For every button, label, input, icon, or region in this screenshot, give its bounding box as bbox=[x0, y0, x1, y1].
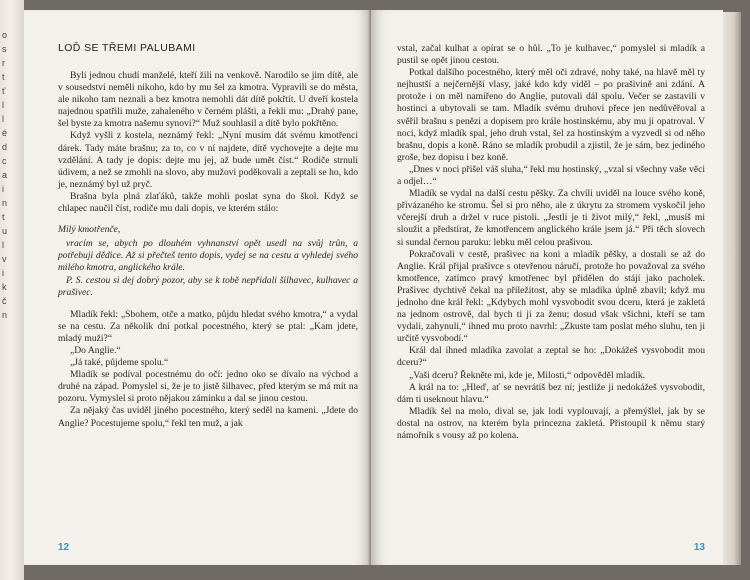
paragraph: Mladík se podíval pocestnému do očí: jedno oko se dívalo na východ a druhé na západ. Pomyslel si, že je to jistě šilhavec, před kterým se má mít na pozoru. Vymyslel si proto nějakou záminku a dal se jinou cestou. bbox=[58, 369, 358, 405]
edge-letter: t bbox=[2, 212, 5, 222]
edge-letter: l bbox=[2, 240, 4, 250]
edge-letter: č bbox=[2, 296, 7, 306]
edge-letter: ť bbox=[2, 86, 6, 96]
paragraph: Když vyšli z kostela, neznámý řekl: „Nyní musím dát svému kmotřenci dárek. Tady máte brašnu; za to, co v ní najdete, dítě vychovejte a dejte mu vzdělání. A tady je dopis: dejte mu jej, až bude umět číst.“ Rodiče strnuli údivem, a než se zmohli na slovo, aby mužovi poděkovali a zeptali se ho, kdo je, neznámý byl už pryč. bbox=[58, 130, 358, 190]
edge-letter: r bbox=[2, 58, 5, 68]
edge-letter: n bbox=[2, 198, 8, 208]
edge-letter: l bbox=[2, 100, 4, 110]
right-page-text bbox=[397, 43, 705, 442]
edge-letter: t bbox=[2, 72, 5, 82]
dialogue-line: „Do Anglie.“ bbox=[70, 344, 121, 356]
right-page-edge bbox=[723, 12, 741, 565]
letter-salutation: Milý kmotřenče, bbox=[58, 224, 121, 236]
paragraph: Za nějaký čas uviděl jiného pocestného, který seděl na kameni. „Jdete do Anglie? Pocestujeme spolu,“ řekl ten muž, a jak bbox=[58, 405, 358, 429]
edge-letter: i bbox=[2, 268, 4, 278]
paragraph: Potkal dalšího pocestného, který měl oči zdravé, nohy také, na hlavě měl ty nejhustší a nejčernější vlasy, jaké kdo kdy viděl – po prašivině ani zdání. A protože i on měl namířeno do Anglie, putovali dál spolu. Večer se zastavili v hostinci a ubytovali se tam. Mladík svému druhovi přece jen nedůvěřoval a svěřil brašnu s penězi a dopisem pro krále hostinskému, aby mu ji opatroval. V noci, když mladík spal, jeho druh vstal, šel za hostinským a vyzvedl si od něho brašnu, dopis a koně. Ráno se mladík probudil a zjistil, že je sám, bez jediného groše, bez dopisu i bez koně. bbox=[397, 67, 705, 163]
letter-postscript: P. S. cestou si dej dobrý pozor, aby se k tobě nepřidali šilhavec, kulhavec a prašivec. bbox=[58, 274, 358, 298]
edge-letter: o bbox=[2, 30, 8, 40]
edge-letter: u bbox=[2, 226, 8, 236]
left-page-edge bbox=[0, 0, 24, 580]
paragraph: Král dal ihned mladíka zavolat a zeptal se ho: „Dokážeš vysvobodit mou dceru?“ bbox=[397, 345, 705, 369]
edge-letter: s bbox=[2, 44, 7, 54]
edge-letter: k bbox=[2, 282, 7, 292]
dialogue-line: „Já také, půjdeme spolu.“ bbox=[70, 357, 169, 369]
paragraph: „Dnes v noci přišel váš sluha,“ řekl mu hostinský, „vzal si všechny vaše věci a odjel…“ bbox=[397, 163, 705, 188]
edge-letter: a bbox=[2, 170, 8, 180]
letter-text bbox=[58, 224, 358, 299]
edge-letter: v bbox=[2, 254, 7, 264]
edge-letter: d bbox=[2, 142, 8, 152]
paragraph: Pokračovali v cestě, prašivec na koni a mladík pěšky, a dostali se až do Anglie. Král přijal prašivce s otevřenou náručí, protože ho považoval za svého kmotřence, zatímco pravý kmotřenec byl přidělen do stájí jako pacholek. Prašivec dychtivě čekal na příležitost, aby se mladíka úplně zbavil; když mu jednoho dne král řekl: „Kdybych mohl vysvobodit svou dceru, která je zakletá na jednom ostrově, dal bych ti ji za ženu; dosud však všichni, kteří se tam vydali, zahynuli,“ ihned mu proto navrhl: „Zkuste tam poslat mého sluhu, ten ji určitě vysvobodí.“ bbox=[397, 248, 705, 345]
edge-letter: é bbox=[2, 128, 8, 138]
edge-letter: i bbox=[2, 184, 4, 194]
paragraph: Mladík šel na molo, dival se, jak lodi vyplouvají, a přemýšlel, jak by se dostal na ostrov, na kterém byla princezna zakletá. Přistoupil k němu starý námořník s vousy až po kolena. bbox=[397, 405, 705, 441]
paragraph: Mladík řekl: „Sbohem, otče a matko, půjdu hledat svého kmotra,“ a vydal se na cestu. Za několik dní potkal pocestného, který se ptal: „Kam jdete, mladý muži?“ bbox=[58, 308, 358, 344]
right-page bbox=[371, 10, 723, 565]
letter-body: vracím se, abych po dlouhém vyhnanství opět usedl na svůj trůn, a potřebuji dědice. Až si přečteš tento dopis, vydej se na cestu a vyhledej svého milého kmotra, anglického krále. bbox=[58, 238, 358, 274]
left-page bbox=[24, 10, 370, 565]
page-number-right: 13 bbox=[693, 542, 705, 553]
left-page-text bbox=[58, 70, 358, 430]
paragraph: Mladík se vydal na další cestu pěšky. Za chvíli uviděl na louce svého koně, přivázaného ke stromu. Šel si pro něho, ale z úkrytu za stromem vyskočil jeho včerejší druh a držel v ruce pistoli. „Jestli je ti život milý,“ řekl, „musíš mi sloužit a předstírat, že kmotřencem anglického krále jsem já.“ Při těch slovech si sundal černou paruku: lebku měl celou prašivou. bbox=[397, 188, 705, 248]
paragraph: A král na to: „Hleď, ať se nevrátíš bez ní; jestliže ji nedokážeš vysvobodit, dám ti useknout hlavu.“ bbox=[397, 381, 705, 405]
paragraph: Brašna byla plná zlaťáků, takže mohli poslat syna do škol. Když se chlapec naučil číst, rodiče mu dali dopis, ve kterém stálo: bbox=[58, 190, 358, 215]
chapter-title: LOĎ SE TŘEMI PALUBAMI bbox=[58, 42, 196, 54]
edge-letter: l bbox=[2, 114, 4, 124]
paragraph: vstal, začal kulhat a opírat se o hůl. „To je kulhavec,“ pomyslel si mladík a pustil se opět jinou cestou. bbox=[397, 43, 705, 67]
dialogue-line: „Vaši dceru? Řekněte mi, kde je, Milosti,“ odpověděl mladík. bbox=[409, 369, 646, 381]
edge-letter: c bbox=[2, 156, 7, 166]
edge-letter: n bbox=[2, 310, 8, 320]
paragraph: Byli jednou chudí manželé, kteří žili na venkově. Narodilo se jim dítě, ale v sousedství neměli nikoho, kdo by mu šel za kmotra. Vypravili se do města, ale nikoho tam neznali a bez kmotra nemohli dát dítě pokřtít. U dveří kostela najednou spatřili muže, zahaleného v černém plášti, a řekli mu: „Drahý pane, šel byste za kmotra našemu synovi?“ Muž souhlasil a dítě bylo pokřtěno. bbox=[58, 70, 358, 130]
page-number-left: 12 bbox=[58, 542, 70, 553]
left-edge-letters bbox=[2, 28, 12, 548]
